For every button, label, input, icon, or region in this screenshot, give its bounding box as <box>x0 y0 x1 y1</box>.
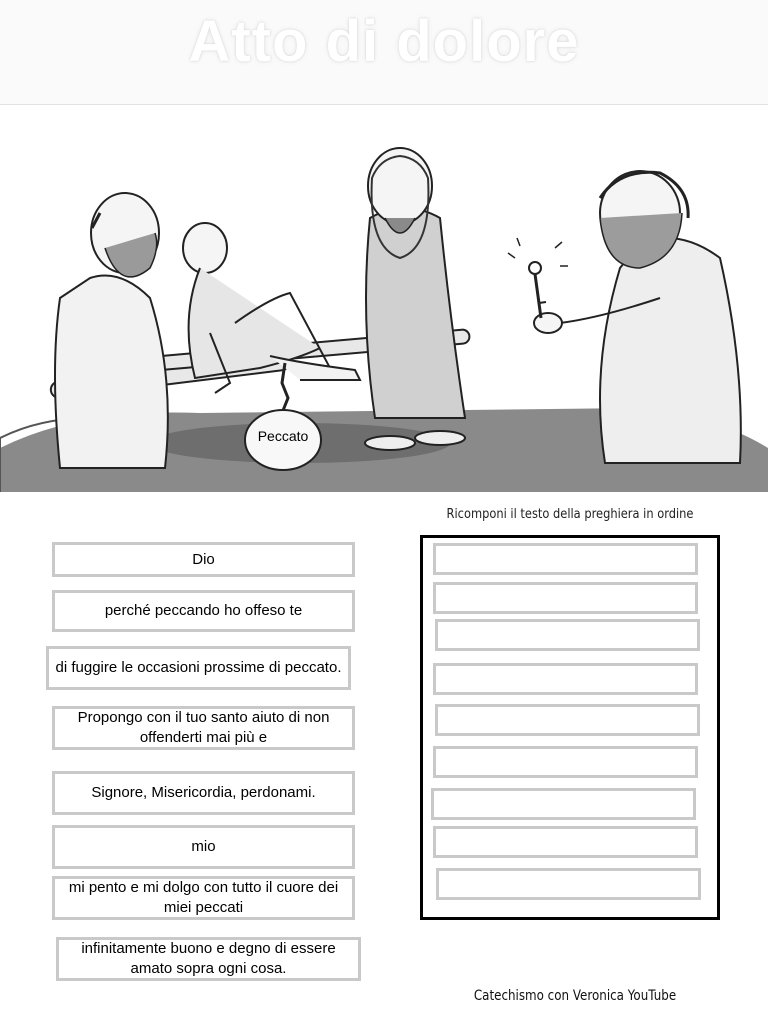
prayer-card[interactable]: Dio <box>52 542 355 577</box>
sin-ball-label: Peccato <box>257 428 309 444</box>
answer-slot[interactable] <box>435 704 700 736</box>
answer-slot[interactable] <box>431 788 696 820</box>
instructions: Ricomponi il testo della preghiera in ordine <box>446 507 694 522</box>
prayer-card[interactable]: mio <box>52 825 355 869</box>
answer-slot[interactable] <box>433 663 698 695</box>
illustration <box>0 118 768 492</box>
prayer-card[interactable]: infinitamente buono e degno di essere amato sopra ogni cosa. <box>56 937 361 981</box>
page-title: Atto di dolore <box>188 9 580 74</box>
answer-slot[interactable] <box>433 746 698 778</box>
answer-slot[interactable] <box>433 582 698 614</box>
man-left <box>55 193 168 468</box>
answer-slot[interactable] <box>433 543 698 575</box>
answer-slot[interactable] <box>433 826 698 858</box>
prayer-card[interactable]: perché peccando ho offeso te <box>52 590 355 632</box>
answer-slot[interactable] <box>435 619 700 651</box>
answer-slot[interactable] <box>436 868 701 900</box>
key-icon <box>529 262 546 318</box>
jesus-figure <box>365 148 465 450</box>
prayer-card[interactable]: Signore, Misericordia, perdonami. <box>52 771 355 815</box>
prayer-card[interactable]: mi pento e mi dolgo con tutto il cuore dei miei peccati <box>52 876 355 920</box>
prayer-card[interactable]: Propongo con il tuo santo aiuto di non offenderti mai più e <box>52 706 355 750</box>
credit-text: Catechismo con Veronica YouTube <box>473 988 677 1004</box>
title-band <box>0 0 768 105</box>
prayer-card[interactable]: di fuggire le occasioni prossime di peccato. <box>46 646 351 690</box>
